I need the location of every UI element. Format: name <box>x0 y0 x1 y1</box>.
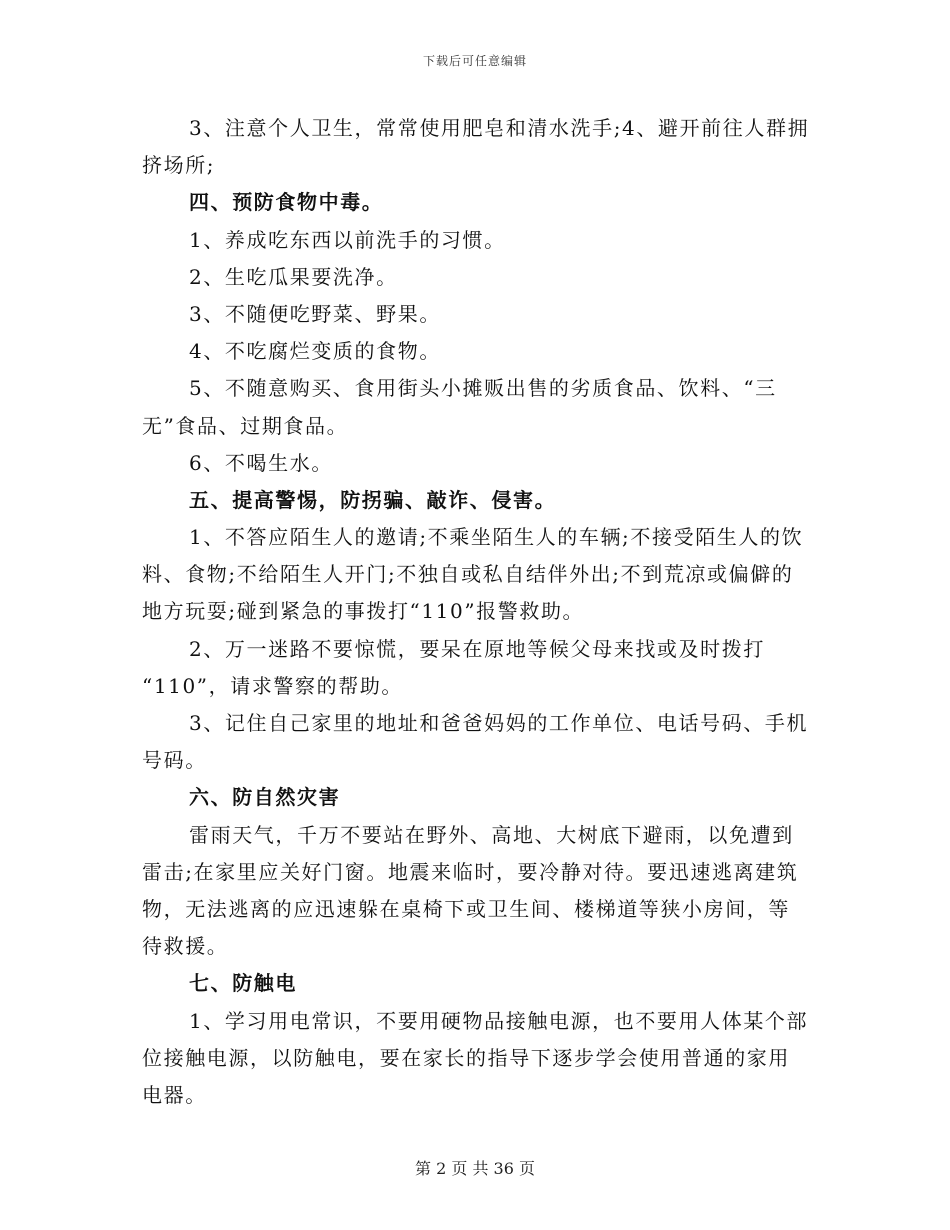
page-header: 下载后可任意编辑 <box>422 54 527 68</box>
text-line: 号码。 <box>142 748 207 773</box>
text-line: 物，无法逃离的应迅速躲在桌椅下或卫生间、楼梯道等狭小房间，等 <box>142 896 790 921</box>
text-line: 待救援。 <box>142 934 229 959</box>
text-line: 雷雨天气，千万不要站在野外、高地、大树底下避雨，以免遭到 <box>189 822 794 847</box>
text-line: 无”食品、过期食品。 <box>142 413 349 438</box>
text-line: “110”，请求警察的帮助。 <box>142 673 404 698</box>
text-line: 4、不吃腐烂变质的食物。 <box>189 339 441 364</box>
text-line: 位接触电源，以防触电，要在家长的指导下逐步学会使用普通的家用 <box>142 1045 790 1070</box>
section-heading: 五、提高警惕，防拐骗、敲诈、侵害。 <box>189 487 557 512</box>
text-line: 电器。 <box>142 1082 207 1107</box>
text-line: 2、万一迷路不要惊慌，要呆在原地等候父母来找或及时拨打 <box>189 636 765 661</box>
text-line: 3、不随便吃野菜、野果。 <box>189 301 441 326</box>
section-heading: 七、防触电 <box>189 971 297 996</box>
text-line: 地方玩耍;碰到紧急的事拨打“110”报警救助。 <box>142 599 585 624</box>
section-heading: 六、防自然灾害 <box>189 785 341 810</box>
text-line: 1、养成吃东西以前洗手的习惯。 <box>189 227 506 252</box>
text-line: 料、食物;不给陌生人开门;不独自或私自结伴外出;不到荒凉或偏僻的 <box>142 562 794 587</box>
text-line: 挤场所; <box>142 153 216 178</box>
text-line: 3、记住自己家里的地址和爸爸妈妈的工作单位、电话号码、手机 <box>189 711 809 735</box>
text-line: 5、不随意购买、食用街头小摊贩出售的劣质食品、饮料、“三 <box>189 376 777 401</box>
text-line: 雷击;在家里应关好门窗。地震来临时，要冷静对待。要迅速逃离建筑 <box>142 859 799 884</box>
document-body <box>142 110 810 1114</box>
text-line: 6、不喝生水。 <box>189 450 333 475</box>
section-heading: 四、预防食物中毒。 <box>189 190 384 215</box>
text-line: 2、生吃瓜果要洗净。 <box>189 264 398 289</box>
text-line: 1、不答应陌生人的邀请;不乘坐陌生人的车辆;不接受陌生人的饮 <box>189 525 804 550</box>
text-line: 3、注意个人卫生，常常使用肥皂和清水洗手;4、避开前往人群拥 <box>189 116 810 140</box>
page-footer: 第 2 页 共 36 页 <box>415 1159 535 1178</box>
text-line: 1、学习用电常识，不要用硬物品接触电源，也不要用人体某个部 <box>189 1008 809 1033</box>
